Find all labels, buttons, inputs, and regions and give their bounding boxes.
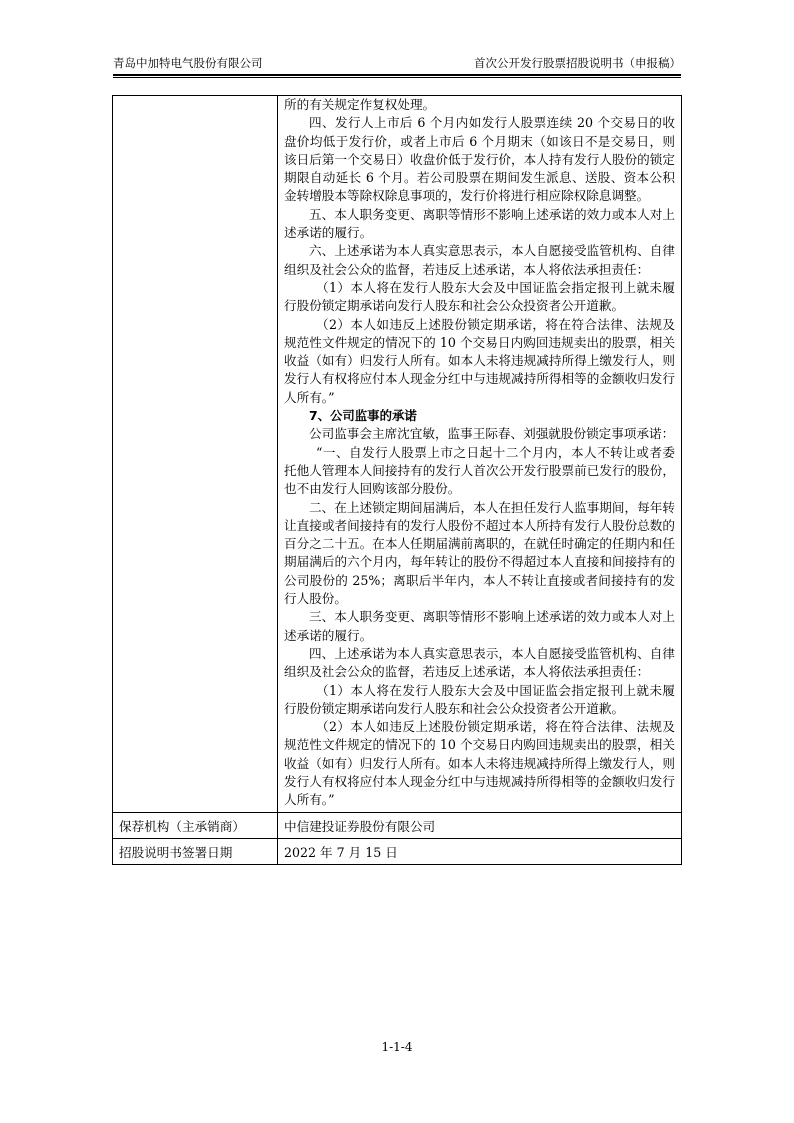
prospectus-table bbox=[112, 95, 682, 865]
sponsor-label: 保荐机构（主承销商） bbox=[113, 812, 278, 838]
paragraph: 四、发行人上市后 6 个月内如发行人股票连续 20 个交易日的收盘价均低于发行价，或者上市后 6 个月期末（如该日不是交易日，则该日后第一个交易日）收盘价低于发行价，本人持有发行人股份的锁定期限自动延长 6 个月。若公司股票在期间发生派息、送股、资本公积金转增股本等除权除息事项的，发行价将进行相应除权除息调整。 bbox=[284, 115, 675, 204]
header-doc-title: 首次公开发行股票招股说明书（申报稿） bbox=[474, 56, 681, 70]
signing-date-value: 2022 年 7 月 15 日 bbox=[278, 838, 682, 864]
signing-date-row bbox=[113, 838, 682, 864]
paragraph: 六、上述承诺为本人真实意思表示，本人自愿接受监管机构、自律组织及社会公众的监督，若违反上述承诺，本人将依法承担责任： bbox=[284, 243, 675, 277]
paragraph: 四、上述承诺为本人真实意思表示，本人自愿接受监管机构、自律组织及社会公众的监督，若违反上述承诺，本人将依法承担责任： bbox=[284, 645, 675, 680]
page-number: 1-1-4 bbox=[381, 1040, 413, 1054]
header-company: 青岛中加特电气股份有限公司 bbox=[113, 56, 263, 70]
paragraph: 公司监事会主席沈宜敏，监事王际春、刘强就股份锁定事项承诺： bbox=[309, 426, 675, 442]
paragraph: （1）本人将在发行人股东大会及中国证监会指定报刊上就未履行股份锁定期承诺向发行人股东和社会公众投资者公开道歉。 bbox=[284, 279, 675, 314]
page-header bbox=[113, 55, 681, 71]
paragraph: （1）本人将在发行人股东大会及中国证监会指定报刊上就未履行股份锁定期承诺向发行人股东和社会公众投资者公开道歉。 bbox=[284, 682, 675, 716]
paragraph: “一、自发行人股票上市之日起十二个月内，本人不转让或者委托他人管理本人间接持有的发行人首次公开发行股票前已发行的股份，也不由发行人回购该部分股份。 bbox=[284, 444, 675, 497]
empty-label-cell bbox=[113, 96, 278, 813]
paragraph: 三、本人职务变更、离职等情形不影响上述承诺的效力或本人对上述承诺的履行。 bbox=[284, 609, 675, 643]
signing-date-label: 招股说明书签署日期 bbox=[113, 838, 278, 864]
paragraph: （2）本人如违反上述股份锁定期承诺，将在符合法律、法规及规范性文件规定的情况下的 10 个交易日内购回违规卖出的股票，相关收益（如有）归发行人所有。如本人未将违规减持所得上缴发行人，则发行人有权将应付本人现金分红中与违规减持所得相等的金额收归发行人所有。” bbox=[284, 316, 675, 405]
header-rule bbox=[113, 74, 681, 76]
section-heading: 7、公司监事的承诺 bbox=[309, 408, 417, 424]
paragraph: （2）本人如违反上述股份锁定期承诺，将在符合法律、法规及规范性文件规定的情况下的 10 个交易日内购回违规卖出的股票，相关收益（如有）归发行人所有。如本人未将违规减持所得上缴发行人，则发行人有权将应付本人现金分红中与违规减持所得相等的金额收归发行人所有。” bbox=[284, 719, 675, 808]
sponsor-value: 中信建投证券股份有限公司 bbox=[278, 812, 682, 838]
sponsor-row bbox=[113, 812, 682, 838]
commitment-content bbox=[278, 96, 682, 813]
paragraph: 二、在上述锁定期间届满后，本人在担任发行人监事期间，每年转让直接或者间接持有的发行人股份不超过本人所持有发行人股份总数的百分之二十五。在本人任期届满前离职的，在就任时确定的任期内和任期届满后的六个月内，每年转让的股份不得超过本人直接和间接持有的公司股份的 25%；离职后半年内，本人不转让直接或者间接持有的发行人股份。 bbox=[284, 499, 675, 607]
header-rule-thin bbox=[113, 77, 681, 78]
paragraph: 所的有关规定作复权处理。 bbox=[284, 97, 436, 112]
paragraph: 五、本人职务变更、离职等情形不影响上述承诺的效力或本人对上述承诺的履行。 bbox=[284, 206, 675, 241]
commitment-row bbox=[113, 96, 682, 813]
